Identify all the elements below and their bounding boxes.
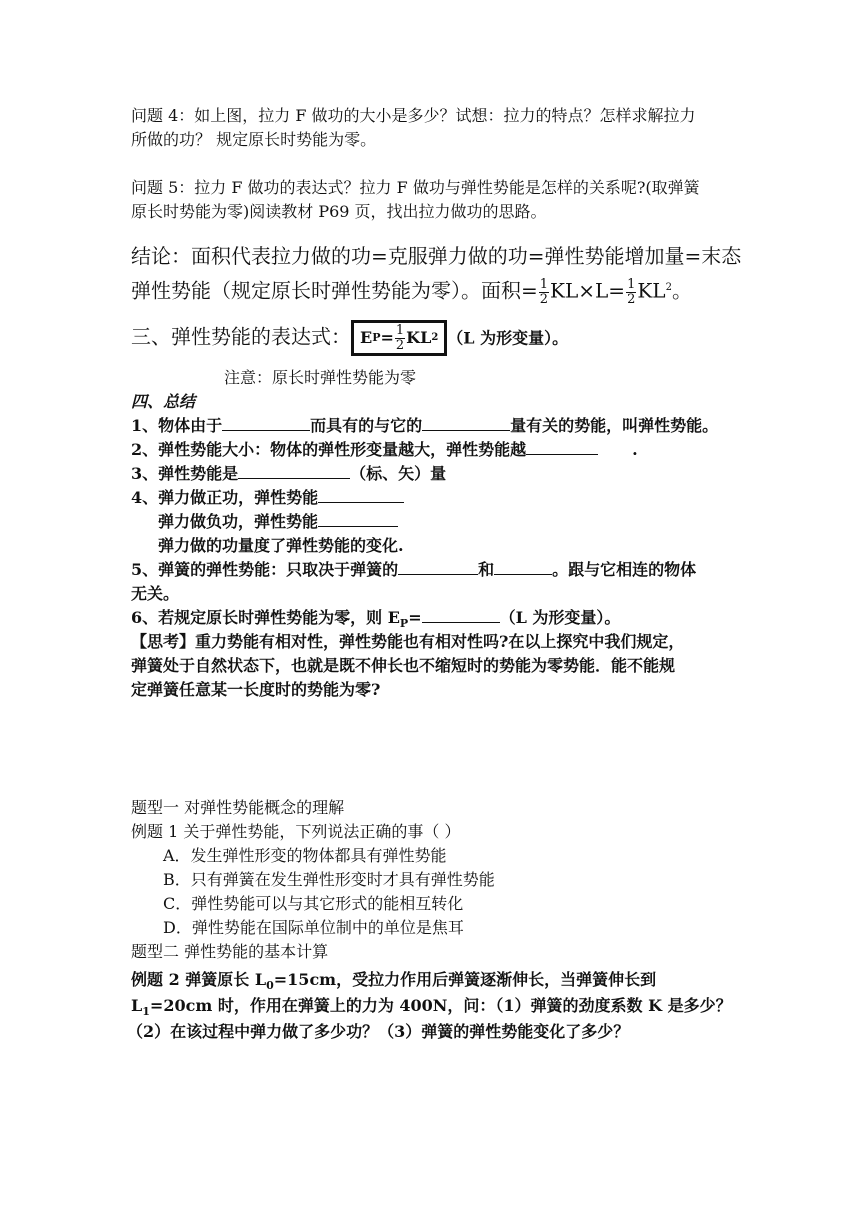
s6-text-a: 6、若规定原长时弹性势能为零，则 E — [131, 608, 400, 627]
type1-option-b: B．只有弹簧在发生弹性形变时才具有弹性势能 — [163, 870, 495, 889]
blank-field[interactable] — [526, 440, 598, 455]
conclusion-end: 。 — [671, 278, 692, 303]
square-exponent: 2 — [665, 282, 672, 293]
think-text-1: 重力势能有相对性，弹性势能也有相对性吗?在以上探究中我们规定， — [195, 632, 685, 651]
s3-text-a: 3、弹性势能是 — [131, 464, 239, 483]
fraction-denominator: 2 — [395, 337, 405, 353]
type2-line-1 — [131, 970, 656, 996]
summary-item-5b: 无关。 — [131, 584, 180, 603]
type2-text-b: =15cm，受拉力作用后弹簧逐渐伸长，当弹簧伸长到 — [273, 970, 657, 989]
l1-subscript: 1 — [142, 1005, 150, 1019]
blank-field[interactable] — [422, 416, 510, 431]
half-fraction — [626, 278, 636, 307]
type1-option-d: D．弹性势能在国际单位制中的单位是焦耳 — [163, 918, 464, 937]
fraction-numerator: 1 — [539, 276, 549, 292]
blank-field[interactable] — [398, 560, 478, 575]
half-fraction — [395, 324, 405, 353]
fraction-numerator: 1 — [395, 322, 405, 338]
s2-text-a: 2、弹性势能大小：物体的弹性形变量越大，弹性势能越 — [131, 440, 527, 459]
summary-heading: 四、总结 — [131, 392, 196, 411]
half-fraction — [539, 278, 549, 307]
summary-item-4 — [131, 488, 404, 508]
conclusion-text: 弹性势能（规定原长时弹性势能为零）。面积= — [131, 278, 538, 303]
think-label: 【思考】 — [131, 632, 196, 651]
fraction-denominator: 2 — [627, 291, 636, 307]
type1-question: 例题 1 关于弹性势能，下列说法正确的事（ ） — [131, 822, 461, 841]
q5-line-2: 原长时势能为零)阅读教材 P69 页，找出拉力做功的思路。 — [131, 202, 547, 221]
summary-item-5 — [131, 560, 696, 580]
s3-text-b: （标、矢）量 — [350, 464, 447, 483]
summary-item-4c: 弹力做的功量度了弹性势能的变化. — [158, 536, 404, 555]
type1-heading: 题型一 对弹性势能概念的理解 — [131, 798, 345, 817]
ep-symbol: E — [360, 328, 373, 347]
s2-text-b: . — [632, 440, 638, 459]
formula-box — [351, 320, 447, 356]
type2-heading: 题型二 弹性势能的基本计算 — [131, 942, 329, 961]
s1-text-a: 1、物体由于 — [131, 416, 223, 435]
s4-text-b: 弹力做负功，弹性势能 — [158, 512, 319, 531]
fraction-numerator: 1 — [627, 276, 636, 292]
type2-text-d: =20cm 时，作用在弹簧上的力为 400N，问：（1）弹簧的劲度系数 K 是多少？ — [149, 996, 732, 1015]
section3-heading: 三、弹性势能的表达式： — [131, 324, 351, 349]
fraction-denominator: 2 — [539, 291, 549, 307]
q5-line-1: 问题 5：拉力 F 做功的表达式？拉力 F 做功与弹性势能是怎样的关系呢?(取弹簧 — [131, 178, 700, 197]
think-line-1 — [131, 632, 684, 652]
l0-subscript: 0 — [266, 979, 274, 993]
think-line-2: 弹簧处于自然状态下，也就是既不伸长也不缩短时的势能为零势能．能不能规 — [131, 656, 676, 675]
kl-term: KL — [637, 278, 666, 303]
type2-line-3: （2）在该过程中弹力做了多少功？（3）弹簧的弹性势能变化了多少？ — [127, 1022, 630, 1041]
q4-line-1: 问题 4：如上图，拉力 F 做功的大小是多少？试想：拉力的特点？怎样求解拉力 — [131, 106, 696, 125]
s6-text-b: = — [408, 608, 422, 627]
s1-text-c: 量有关的势能，叫弹性势能。 — [510, 416, 719, 435]
square-exponent: 2 — [431, 332, 439, 343]
blank-field[interactable] — [318, 488, 404, 503]
s4-text-a: 4、弹力做正功，弹性势能 — [131, 488, 319, 507]
q4-line-2: 所做的功？ 规定原长时势能为零。 — [131, 130, 377, 149]
blank-field[interactable] — [318, 512, 398, 527]
kl-times-l: KL×L= — [550, 278, 626, 303]
summary-item-4b — [158, 512, 398, 532]
conclusion-line-2 — [131, 275, 692, 307]
summary-item-3 — [131, 464, 446, 484]
attention-note: 注意：原长时弹性势能为零 — [224, 368, 417, 387]
type1-option-c: C．弹性势能可以与其它形式的能相互转化 — [163, 894, 464, 913]
summary-item-1 — [131, 416, 718, 436]
type2-text-a: 例题 2 弹簧原长 L — [131, 970, 267, 989]
type2-text-c: L — [131, 996, 143, 1015]
ep-subscript: P — [372, 331, 381, 344]
blank-field[interactable] — [222, 416, 310, 431]
ep-subscript: P — [399, 617, 409, 631]
blank-field[interactable] — [238, 464, 350, 479]
s5-text-b: 和 — [478, 560, 495, 579]
s5-text-a: 5、弹簧的弹性势能：只取决于弹簧的 — [131, 560, 399, 579]
summary-item-2 — [131, 440, 638, 460]
blank-field[interactable] — [422, 608, 500, 623]
equals-sign: = — [380, 328, 394, 347]
blank-field[interactable] — [494, 560, 552, 575]
s5-text-c: 。跟与它相连的物体 — [552, 560, 697, 579]
section3-line — [131, 320, 568, 356]
type2-line-2 — [131, 996, 732, 1022]
s6-text-c: （L 为形变量）。 — [499, 608, 621, 627]
formula-note: （L 为形变量）。 — [447, 328, 569, 348]
think-line-3: 定弹簧任意某一长度时的势能为零? — [131, 680, 381, 699]
conclusion-line-1: 结论：面积代表拉力做的功=克服弹力做的功=弹性势能增加量=末态 — [131, 244, 742, 268]
kl-term: KL — [406, 328, 432, 347]
type1-option-a: A．发生弹性形变的物体都具有弹性势能 — [163, 846, 447, 865]
s1-text-b: 而具有的与它的 — [310, 416, 423, 435]
summary-item-6 — [131, 608, 620, 634]
